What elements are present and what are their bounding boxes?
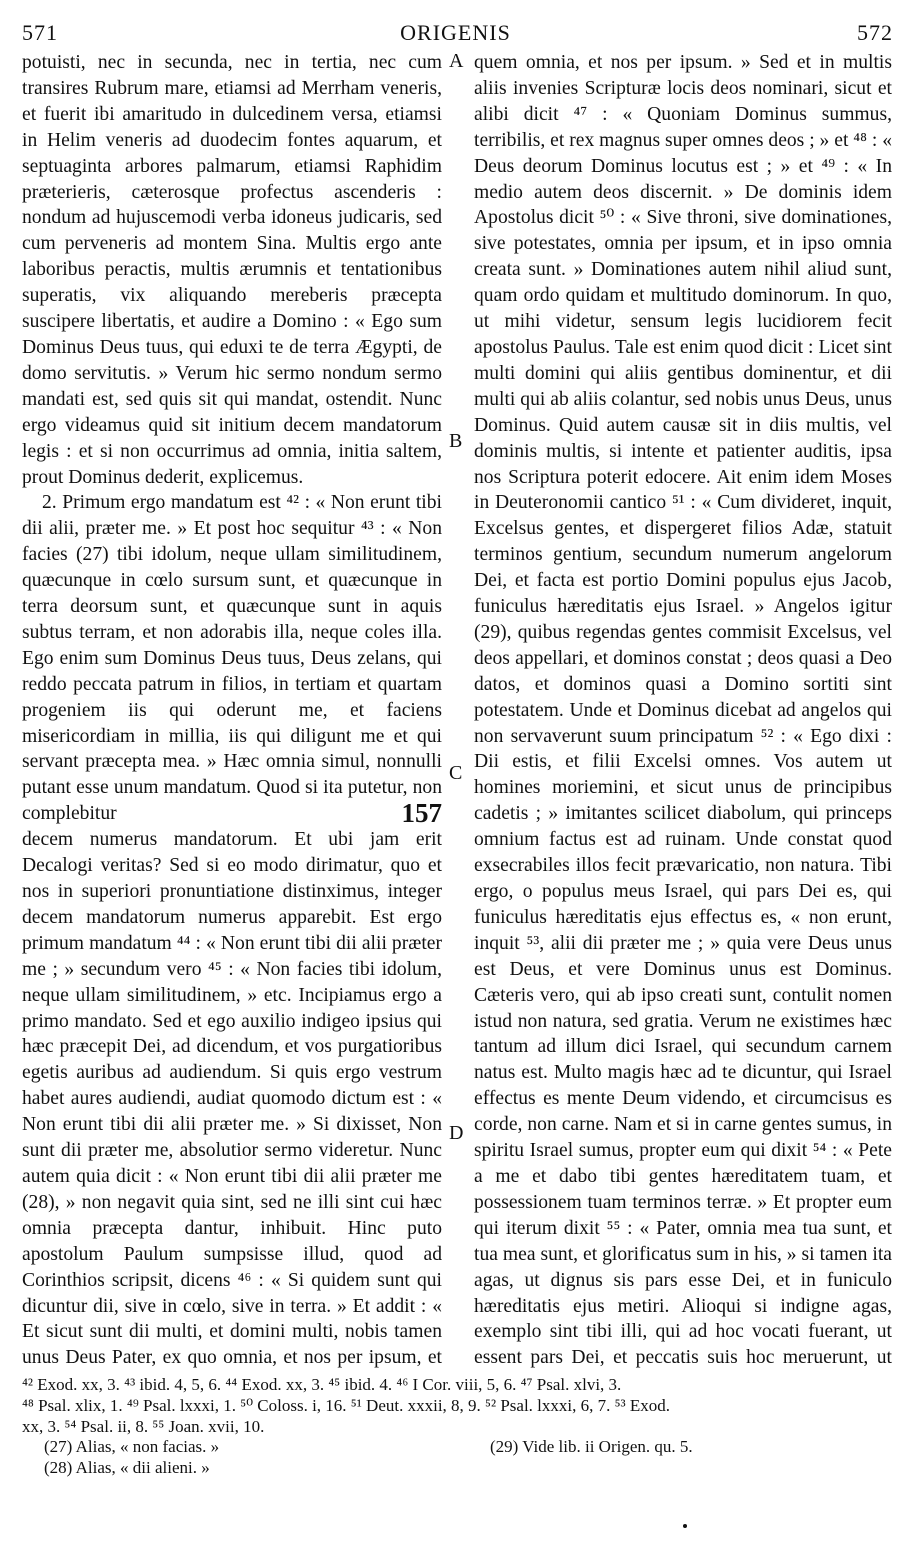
footnote-29: (29) Vide lib. ii Origen. qu. 5. [490,1437,693,1456]
left-paragraph-1: potuisti, nec in secunda, nec in tertia, nec cum transires Rubrum mare, etiamsi ad Merrham veneris, et fuerit ibi amaritudo in dulcedinem versa, etiamsi in Helim veneris ad duodecim fontes aquarum, et septuaginta arbores palmarum, etiamsi Raphidim præterieris, cæterosque profectus ascenderis : nondum ad hujuscemodi verba idoneus judicaris, sed cum perveneris ad montem Sina. Multis ergo ante laboribus peractis, multis ærumnis et tentationibus superatis, vix aliquando mereberis præcepta suscipere libertatis, et audire a Domino : « Ego sum Dominus Deus tuus, qui eduxi te de terra Ægypti, de domo servitutis. » Verum hic sermo nondum sermo mandati est, sed quis sit qui mandat, ostendit. Nunc ergo videamus quid sit initium decem mandatorum legis : et si non occurrimus ad omnia, initia saltem, prout Dominus dederit, explicemus. [22,52,442,488]
margin-letter-c: C [449,762,463,784]
margin-letter-b: B [449,430,463,452]
footnote-28: (28) Alias, « dii alieni. » [44,1458,210,1477]
margin-letter-d: D [449,1122,464,1144]
printer-dot [683,1524,687,1528]
margin-letter-a: A [449,50,464,72]
scripture-references-line-1: ⁴² Exod. xx, 3. ⁴³ ibid. 4, 5, 6. ⁴⁴ Exod. xx, 3. ⁴⁵ ibid. 4. ⁴⁶ I Cor. viii, 5, 6. ⁴⁷ Psal. xlvi, 3. [22,1375,622,1394]
footnotes-right [490,1436,693,1457]
scripture-references-line-2: ⁴⁸ Psal. xlix, 1. ⁴⁹ Psal. lxxxi, 1. ⁵⁰ Coloss. i, 16. ⁵¹ Deut. xxxii, 8, 9. ⁵² Psal. lxxxi, 6, 7. ⁵³ Exod. [22,1396,671,1415]
left-column [22,50,442,1372]
running-title: ORIGENIS [400,20,511,45]
left-paragraph-2-continued: decem numerus mandatorum. Et ubi jam erit Decalogi veritas? Sed si eo modo dirimatur, quo et nos in superiori pronuntiatione distinximus, integer decem mandatorum numerus apparebit. Est ergo primum mandatum ⁴⁴ : « Non erunt tibi dii alii præter me ; » secundum vero ⁴⁵ : « Non facies tibi idolum, neque ullam similitudinem, » etc. Incipiamus ergo a primo mandato. Sed et ego auxilio indigeo ipsius qui hæc præcepit Dei, ad dicendum, et vos purgatioribus egetis auribus ad audiendum. Si quis ergo vestrum habet aures audiendi, audiat quomodo dictum est : « Non erunt tibi dii alii præter me. » Si dixisset, Non sunt dii præter me, absolutior sermo videretur. Nunc autem quia dicit : « Non erunt tibi dii alii præter me (28), » non negavit quia sint, sed ne illi sint cui hæc omnia præcepta dantur, inhibuit. Hinc puto apostolum Paulum sumpsisse illud, quod ad Corinthios scripsit, dicens ⁴⁶ : « Si quidem sunt qui dicuntur dii, sive in cœlo, sive in terra. » Et addit : « Et sicut sunt dii multi, et domini multi, nobis tamen unus Deus Pater, ex quo omnia, et nos per ipsum, et [22,829,442,1369]
page-number-left: 571 [22,20,58,45]
right-paragraph-1: quem omnia, et nos per ipsum. » Sed et in multis aliis invenies Scripturæ locis deos nominari, sicut et alibi dicit ⁴⁷ : « Quoniam Dominus summus, terribilis, et rex magnus super omnes deos ; » et ⁴⁸ : « Deus deorum Dominus locutus est ; » et ⁴⁹ : « In medio autem deos discernit. » De dominis idem Apostolus dicit ⁵⁰ : « Sive throni, sive dominationes, sive potestates, omnia per ipsum, et in ipso omnia creata sunt. » Dominationes autem nihil aliud sunt, quam ordo quidam et multitudo dominorum. In quo, ut mihi videtur, sensum legis lucidiorem fecit apostolus Paulus. Tale est enim quod dicit : Licet sint multi domini qui aliis gentibus dominentur, et dii multi qui ab aliis colantur, sed nobis unus Deus, unus Dominus. Quid autem causæ sit in diis multis, vel dominis multis, si intente et patienter auditis, ipsa nos Scriptura poterit edocere. Ait enim idem Moses in Deuteronomii cantico ⁵¹ : « Cum divideret, inquit, Excelsus gentes, et dispergeret filios Adæ, statuit terminos gentium, secundum numerum angelorum Dei, et facta est portio Domini populus ejus Jacob, funiculus hæreditatis ejus Israel. » Angelos igitur (29), quibus regendas gentes commisit Excelsus, vel deos appellari, et dominos constat ; deos quasi a Deo datos, et dominos quasi a Domino sortiti sint potestatem. Unde et Dominus dicebat ad angelos qui non servaverunt suum principatum ⁵² : « Ego dixi : Dii estis, et filii Excelsi omnes. Vos autem ut homines moriemini, et sicut unus de principibus cadetis ; » imitantes scilicet diabolum, qui princeps omnium factus est ad ruinam. Unde constat quod exsecrabiles illos fecit prævaricatio, non natura. Tibi ergo, o populus meus Israel, qui pars Dei es, qui funiculus hæreditatis ejus effectus es, « non erunt, inquit ⁵³, alii dii præter me ; » quia vere Deus unus est Deus, et vere Dominus unus est Dominus. Cæteris vero, qui ab ipso creati sunt, contulit nomen istud non natura, sed gratia. Verum ne existimes hæc tantum ad illum dici Israel, qui secundum carnem natus est. Multo magis hæc ad te dicuntur, qui Israel effectus es mente Deum videndo, et circumcisus es corde, non carne. Nam et si in carne gentes sumus, in spiritu Israel sumus, propter eum qui dixit ⁵⁴ : « Pete a me et dabo tibi gentes hæreditatem tuam, et possessionem tuam terminos terræ. » Et propter eum qui iterum dixit ⁵⁵ : « Pater, omnia mea tua sunt, et tua mea sunt, et glorificatus sum in his, » si tamen ita agas, ut dignus sis pars esse Dei, et in funiculo hæreditatis ejus metiri. Alioqui si indigne agas, exemplo sint tibi illi, qui ad hoc vocati fuerant, ut essent pars Dei, et peccatis suis hoc meruerunt, ut [474,52,892,1369]
footnote-27: (27) Alias, « non facias. » [44,1437,220,1456]
right-column [474,50,892,1372]
column-number: 157 [401,798,442,829]
left-paragraph-2 [22,490,442,827]
left-paragraph-2-text: 2. Primum ergo mandatum est ⁴² : « Non erunt tibi dii alii, præter me. » Et post hoc sequitur ⁴³ : « Non facies (27) tibi idolum, neque ullam similitudinem, quæcunque in cœlo sursum sunt, et quæcunque in terra deorsum sunt, et quæcunque sunt in aquis subtus terram, et non adorabis illa, neque coles illa. Ego enim sum Dominus Deus tuus, Deus zelans, qui reddo peccata patrum in filios, in tertiam et quartam progeniem iis qui oderunt me, et faciens misericordiam in millia, iis qui diligunt me et qui servant præcepta mea. » Hæc omnia simul, nonnulli putant esse unum mandatum. Quod si ita putetur, non complebitur [22,492,442,825]
page-header [0,0,911,48]
scripture-references [22,1374,892,1437]
page-number-right: 572 [857,20,893,45]
scripture-references-line-3: xx, 3. ⁵⁴ Psal. ii, 8. ⁵⁵ Joan. xvii, 10. [22,1417,265,1436]
footnotes-left [44,1436,219,1478]
